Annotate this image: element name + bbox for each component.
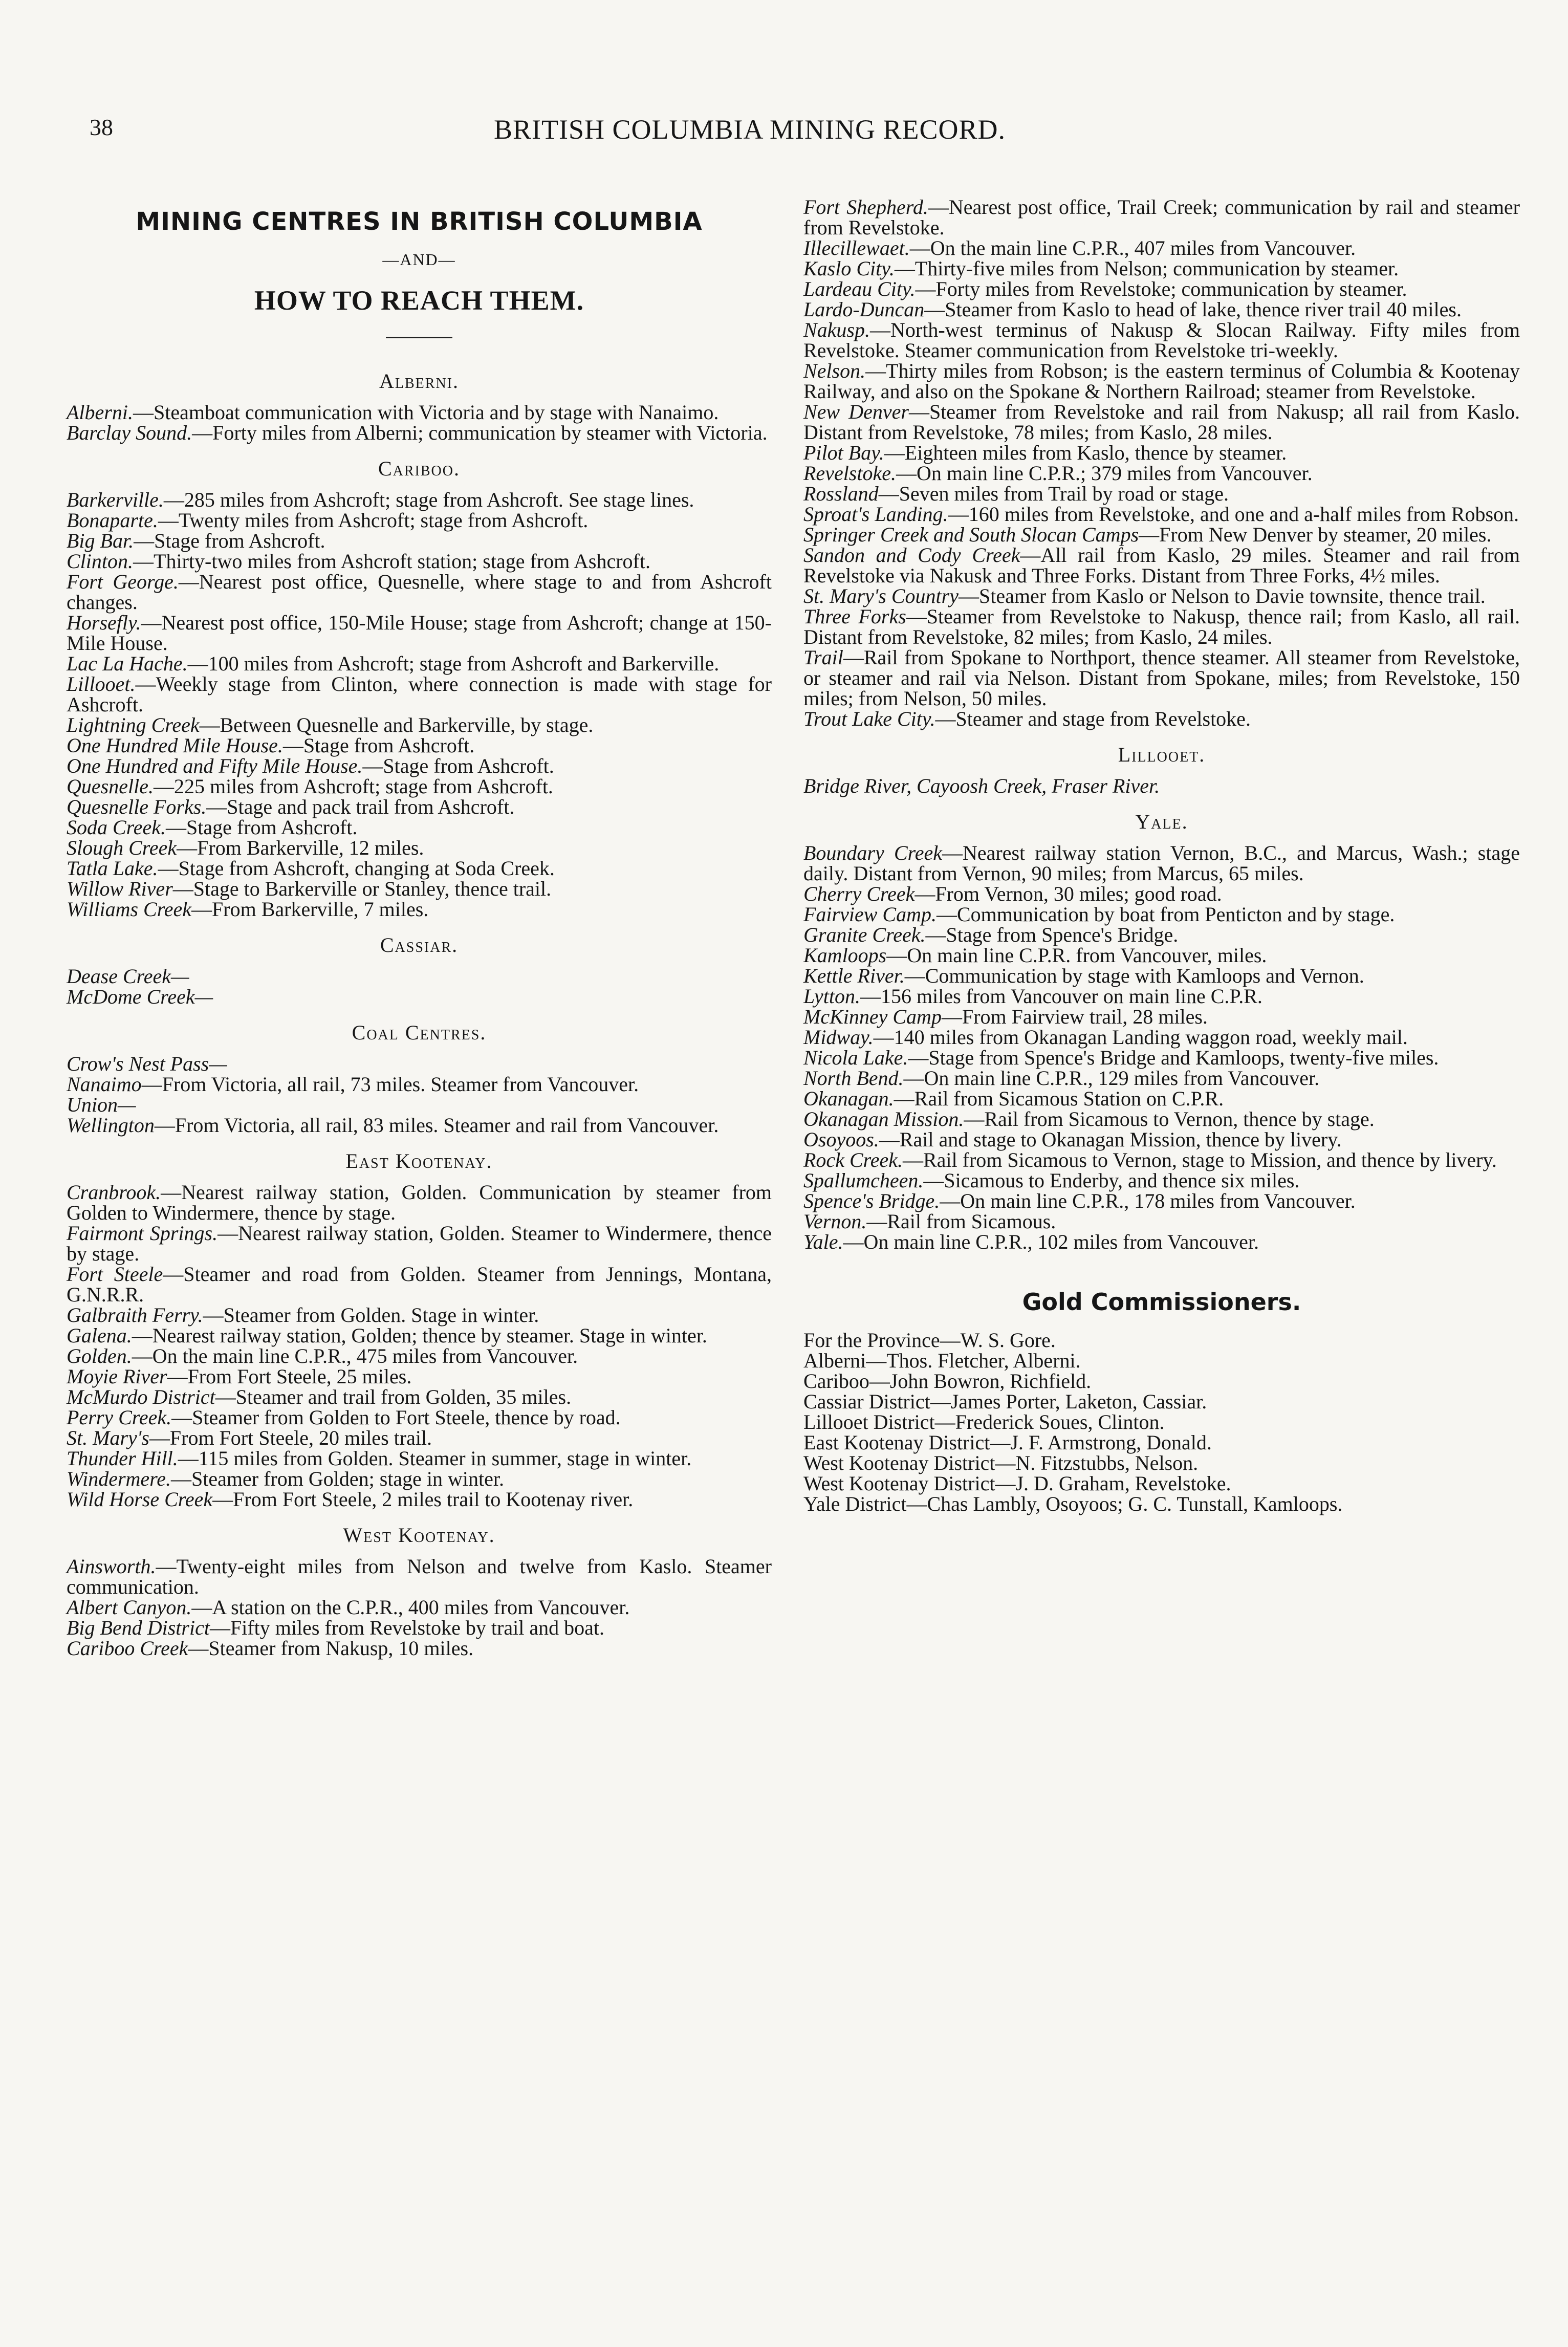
place-description: —Nearest railway station Vernon, B.C., and Marcus, Wash.; stage daily. Distant from Vernon, 90 miles; from Marcus, 65 miles.	[803, 841, 1520, 885]
place-entry	[803, 986, 1520, 1007]
place-entry	[803, 1089, 1520, 1109]
place-description: —Stage from Ashcroft.	[134, 529, 325, 552]
place-entry	[803, 299, 1520, 320]
place-entry	[67, 572, 772, 613]
place-entry	[803, 320, 1520, 361]
place-entry	[67, 402, 772, 423]
page-header	[90, 114, 1568, 155]
place-name: Revelstoke.	[803, 462, 896, 485]
place-name: McDome Creek—	[67, 985, 213, 1008]
place-name: One Hundred and Fifty Mile House.	[67, 754, 363, 777]
place-entry	[803, 966, 1520, 986]
place-name: Golden.	[67, 1344, 132, 1367]
place-entry	[67, 1556, 772, 1597]
place-description: —Rail from Sicamous to Vernon, stage to Mission, and thence by livery.	[902, 1148, 1497, 1171]
place-name: New Denver	[803, 400, 909, 423]
place-description: —140 miles from Okanagan Landing waggon road, weekly mail.	[873, 1026, 1408, 1049]
place-description: —160 miles from Revelstoke, and one and a-half miles from Robson.	[948, 503, 1519, 526]
place-entry	[803, 1170, 1520, 1191]
place-entry	[67, 613, 772, 654]
place-description: —On main line C.P.R.; 379 miles from Vancouver.	[896, 462, 1313, 485]
place-entry	[67, 797, 772, 817]
place-name: Cariboo Creek	[67, 1637, 188, 1660]
place-entry	[67, 1366, 772, 1387]
place-description: —On main line C.P.R., 102 miles from Vancouver.	[843, 1230, 1259, 1253]
place-description: —From New Denver by steamer, 20 miles.	[1139, 523, 1492, 546]
place-description: —Steamer and trail from Golden, 35 miles.	[215, 1385, 572, 1408]
place-description: —Nearest post office, Trail Creek; communication by rail and steamer from Revelstoke.	[803, 195, 1520, 239]
place-name: Lac La Hache.	[67, 652, 188, 675]
entry-list	[803, 776, 1520, 796]
place-name: Big Bend District	[67, 1616, 210, 1639]
place-description: —From Victoria, all rail, 83 miles. Steamer and rail from Vancouver.	[154, 1114, 719, 1137]
place-name: Kaslo City.	[803, 257, 895, 280]
place-entry	[67, 1054, 772, 1074]
place-entry	[67, 858, 772, 879]
place-name: Okanagan Mission.	[803, 1107, 964, 1131]
place-entry	[67, 654, 772, 674]
place-entry	[803, 279, 1520, 299]
place-entry	[803, 925, 1520, 945]
place-name: Bridge River, Cayoosh Creek, Fraser River.	[803, 774, 1160, 797]
place-description: —From Fort Steele, 2 miles trail to Kootenay river.	[212, 1488, 634, 1511]
place-entry	[67, 423, 772, 443]
place-name: Lillooet.	[67, 672, 136, 696]
place-description: —Nearest post office, 150-Mile House; stage from Ashcroft; change at 150-Mile House.	[67, 611, 772, 655]
place-entry	[67, 1325, 772, 1346]
commissioner-entry: Cariboo—John Bowron, Richfield.	[803, 1370, 1092, 1393]
place-name: Sproat's Landing.	[803, 503, 948, 526]
place-description: —Steamboat communication with Victoria and by stage with Nanaimo.	[133, 401, 719, 424]
place-name: Perry Creek.	[67, 1406, 172, 1429]
place-entry	[67, 1428, 772, 1448]
place-description: —Stage from Ashcroft.	[362, 754, 554, 777]
entry-list	[67, 1182, 772, 1510]
place-entry	[803, 484, 1520, 504]
place-name: Fort Steele	[67, 1263, 163, 1286]
place-name: Trail	[803, 646, 843, 669]
place-entry	[67, 899, 772, 920]
place-description: —North-west terminus of Nakusp & Slocan Railway. Fifty miles from Revelstoke. Steamer communication from Revelstoke tri-weekly.	[803, 318, 1520, 362]
place-entry	[67, 1115, 772, 1136]
title-rule	[386, 337, 452, 338]
place-entry	[67, 987, 772, 1007]
place-name: Lardeau City.	[803, 277, 916, 300]
place-name: Nelson.	[803, 359, 866, 382]
place-entry	[803, 258, 1520, 279]
place-entry	[803, 776, 1520, 796]
place-entry	[67, 1223, 772, 1264]
place-entry	[803, 945, 1520, 966]
place-name: Williams Creek	[67, 898, 192, 921]
place-description: —115 miles from Golden. Steamer in summer, stage in winter.	[178, 1447, 692, 1470]
place-name: Horsefly.	[67, 611, 141, 634]
commissioner-entry: East Kootenay District—J. F. Armstrong, Donald.	[803, 1431, 1212, 1454]
place-entry	[803, 361, 1520, 402]
place-description: —Stage from Ashcroft.	[166, 816, 358, 839]
place-name: Union—	[67, 1093, 136, 1116]
place-description: —A station on the C.P.R., 400 miles from Vancouver.	[191, 1596, 630, 1619]
place-description: —Steamer from Nakusp, 10 miles.	[188, 1637, 474, 1660]
place-entry	[67, 879, 772, 899]
place-name: Illecillewaet.	[803, 236, 910, 259]
place-description: —Thirty-five miles from Nelson; communication by steamer.	[894, 257, 1399, 280]
place-entry	[67, 1448, 772, 1469]
place-description: —Between Quesnelle and Barkerville, by stage.	[199, 713, 594, 736]
place-name: Cherry Creek	[803, 882, 915, 905]
place-description: —225 miles from Ashcroft; stage from Ashcroft.	[153, 775, 553, 798]
place-name: Galbraith Ferry.	[67, 1303, 203, 1327]
place-entry	[803, 525, 1520, 545]
section-heading: Alberni.	[379, 370, 459, 393]
place-description: —Forty miles from Revelstoke; communication by steamer.	[915, 277, 1407, 300]
place-entry	[67, 1095, 772, 1115]
place-entry	[803, 586, 1520, 606]
place-entry	[67, 776, 772, 797]
place-description: —100 miles from Ashcroft; stage from Ashcroft and Barkerville.	[187, 652, 720, 675]
place-name: Nicola Lake.	[803, 1046, 908, 1069]
place-description: —Steamer and road from Golden. Steamer from Jennings, Montana, G.N.R.R.	[67, 1263, 772, 1306]
place-name: Soda Creek.	[67, 816, 166, 839]
place-description: —Communication by stage with Kamloops and Vernon.	[904, 964, 1364, 987]
place-name: Spence's Bridge.	[803, 1189, 940, 1212]
place-entry	[803, 1129, 1520, 1150]
place-entry	[803, 904, 1520, 925]
place-name: North Bend.	[803, 1067, 904, 1090]
commissioner-entry: Lillooet District—Frederick Soues, Clinton.	[803, 1410, 1165, 1433]
place-entry	[803, 1048, 1520, 1068]
place-name: McKinney Camp	[803, 1005, 942, 1028]
place-entry	[67, 735, 772, 756]
place-entry	[67, 966, 772, 987]
place-entry	[803, 197, 1520, 238]
place-entry	[803, 238, 1520, 258]
place-entry	[803, 463, 1520, 484]
commissioner-entry: For the Province—W. S. Gore.	[803, 1329, 1056, 1352]
place-name: Vernon.	[803, 1210, 867, 1233]
place-description: —Stage from Ashcroft.	[282, 734, 475, 757]
place-name: Barclay Sound.	[67, 421, 192, 444]
place-name: Fairmont Springs.	[67, 1222, 218, 1245]
place-name: Albert Canyon.	[67, 1596, 192, 1619]
place-entry	[803, 402, 1520, 443]
place-entry	[67, 756, 772, 776]
page-number: 38	[90, 114, 113, 140]
place-entry	[67, 490, 772, 510]
place-description: —Steamer from Golden; stage in winter.	[171, 1467, 504, 1490]
place-description: —On main line C.P.R. from Vancouver, miles.	[886, 944, 1267, 967]
place-name: Wellington	[67, 1114, 155, 1137]
place-description: —From Fairview trail, 28 miles.	[941, 1005, 1208, 1028]
place-entry	[803, 545, 1520, 586]
place-name: Granite Creek.	[803, 923, 926, 946]
place-name: Rock Creek.	[803, 1148, 903, 1171]
place-name: Spallumcheen.	[803, 1169, 924, 1192]
place-description: —Thirty miles from Robson; is the eastern terminus of Columbia & Kootenay Railway, and also on the Spokane & Northern Railroad; steamer from Revelstoke.	[803, 359, 1520, 403]
section-heading: West Kootenay.	[343, 1524, 495, 1547]
place-entry	[803, 647, 1520, 709]
place-name: Three Forks	[803, 605, 906, 628]
place-description: —From Fort Steele, 20 miles trail.	[149, 1426, 432, 1449]
entry-list	[803, 197, 1520, 729]
left-sections	[67, 369, 772, 1659]
place-name: Osoyoos.	[803, 1128, 879, 1151]
entry-list	[67, 490, 772, 920]
place-description: —Steamer from Golden to Fort Steele, thence by road.	[171, 1406, 621, 1429]
place-name: Sandon and Cody Creek	[803, 544, 1020, 567]
place-name: Nakusp.	[803, 318, 870, 341]
place-entry	[67, 1489, 772, 1510]
place-description: —285 miles from Ashcroft; stage from Ashcroft. See stage lines.	[163, 488, 694, 511]
place-description: —Nearest railway station, Golden. Steamer to Windermere, thence by stage.	[67, 1222, 772, 1265]
place-entry	[803, 1068, 1520, 1089]
place-entry	[67, 817, 772, 838]
section-heading: Yale.	[1135, 810, 1188, 833]
place-name: Fort George.	[67, 570, 179, 593]
entry-list	[67, 402, 772, 443]
place-entry	[67, 674, 772, 715]
place-description: —Seven miles from Trail by road or stage.	[878, 482, 1229, 505]
section-heading: Cariboo.	[378, 457, 461, 480]
place-description: —Stage from Ashcroft, changing at Soda Creek.	[158, 857, 555, 880]
place-description: —On the main line C.P.R., 475 miles from Vancouver.	[132, 1344, 578, 1367]
place-description: —Communication by boat from Penticton and by stage.	[936, 903, 1395, 926]
place-name: Trout Lake City.	[803, 707, 935, 730]
place-entry	[803, 843, 1520, 884]
place-entry	[67, 1638, 772, 1659]
section-heading: Lillooet.	[1118, 743, 1206, 766]
place-name: Lardo-Duncan	[803, 298, 925, 321]
place-name: Thunder Hill.	[67, 1447, 178, 1470]
place-description: —On main line C.P.R., 178 miles from Vancouver.	[940, 1189, 1356, 1212]
place-name: Galena.	[67, 1324, 132, 1347]
place-entry	[803, 606, 1520, 647]
place-name: Kamloops	[803, 944, 887, 967]
place-description: —Rail and stage to Okanagan Mission, thence by livery.	[879, 1128, 1342, 1151]
place-entry	[67, 1305, 772, 1325]
place-name: One Hundred Mile House.	[67, 734, 283, 757]
place-name: Tatla Lake.	[67, 857, 158, 880]
place-entry	[67, 1618, 772, 1638]
place-description: —Steamer from Kaslo or Nelson to Davie townsite, thence trail.	[959, 584, 1486, 607]
entry-list	[67, 1556, 772, 1659]
place-name: Moyie River	[67, 1365, 167, 1388]
place-description: —From Barkerville, 12 miles.	[177, 836, 424, 859]
place-entry	[803, 504, 1520, 525]
commissioner-entry: Alberni—Thos. Fletcher, Alberni.	[803, 1349, 1081, 1372]
place-description: —All rail from Kaslo, 29 miles. Steamer and rail from Revelstoke via Nakusk and Three Forks. Distant from Three Forks, 4½ miles.	[803, 544, 1520, 587]
place-name: Yale.	[803, 1230, 843, 1253]
place-description: —Fifty miles from Revelstoke by trail and boat.	[209, 1616, 604, 1639]
place-name: Willow River	[67, 877, 173, 900]
place-description: —Rail from Sicamous.	[866, 1210, 1056, 1233]
place-description: —Steamer from Revelstoke and rail from Nakusp; all rail from Kaslo. Distant from Revelstoke, 78 miles; from Kaslo, 28 miles.	[803, 400, 1520, 444]
place-name: Ainsworth.	[67, 1555, 156, 1578]
entry-list	[67, 966, 772, 1007]
place-name: Lightning Creek	[67, 713, 200, 736]
place-name: St. Mary's	[67, 1426, 149, 1449]
place-entry	[67, 1182, 772, 1223]
place-name: Kettle River.	[803, 964, 905, 987]
place-entry	[803, 1027, 1520, 1048]
commissioner-entry: Cassiar District—James Porter, Laketon, Cassiar.	[803, 1390, 1207, 1413]
place-name: St. Mary's Country	[803, 584, 959, 607]
commissioner-entry: Yale District—Chas Lambly, Osoyoos; G. C. Tunstall, Kamloops.	[803, 1492, 1343, 1515]
and-line: —AND—	[382, 250, 456, 269]
place-name: Fairview Camp.	[803, 903, 937, 926]
place-entry	[67, 510, 772, 531]
place-description: —Sicamous to Enderby, and thence six miles.	[923, 1169, 1300, 1192]
place-entry	[803, 1150, 1520, 1170]
place-name: Quesnelle Forks.	[67, 795, 207, 818]
place-description: —Stage from Spence's Bridge and Kamloops, twenty-five miles.	[908, 1046, 1439, 1069]
place-entry	[67, 531, 772, 551]
place-name: Okanagan.	[803, 1087, 894, 1110]
place-name: Dease Creek—	[67, 965, 189, 988]
place-description: —Stage from Spence's Bridge.	[925, 923, 1179, 946]
place-description: —Rail from Spokane to Northport, thence steamer. All steamer from Revelstoke, or steamer and rail via Nelson. Distant from Spokane, miles; from Revelstoke, 150 miles; from Nelson, 50 miles.	[803, 646, 1520, 710]
place-entry	[803, 1007, 1520, 1027]
place-name: Slough Creek	[67, 836, 177, 859]
place-description: —Nearest railway station, Golden. Communication by steamer from Golden to Windermere, thence by stage.	[67, 1181, 772, 1224]
place-entry	[803, 443, 1520, 463]
right-column	[803, 197, 1520, 1514]
place-entry	[803, 884, 1520, 904]
place-description: —Stage to Barkerville or Stanley, thence trail.	[172, 877, 552, 900]
place-name: Windermere.	[67, 1467, 171, 1490]
place-name: Wild Horse Creek	[67, 1488, 213, 1511]
place-description: —Rail from Sicamous Station on C.P.R.	[894, 1087, 1224, 1110]
place-name: Rossland	[803, 482, 879, 505]
place-entry	[67, 1346, 772, 1366]
place-description: —156 miles from Vancouver on main line C.P.R.	[860, 985, 1262, 1008]
place-description: —Twenty miles from Ashcroft; stage from Ashcroft.	[158, 509, 589, 532]
place-entry	[803, 1232, 1520, 1252]
section-heading: Cassiar.	[380, 933, 459, 957]
right-sections	[803, 197, 1520, 1252]
commissioner-entry: West Kootenay District—J. D. Graham, Revelstoke.	[803, 1472, 1231, 1495]
place-name: Nanaimo	[67, 1073, 142, 1096]
place-entry	[803, 1109, 1520, 1129]
place-name: McMurdo District	[67, 1385, 215, 1408]
place-name: Crow's Nest Pass—	[67, 1052, 227, 1075]
place-description: —Steamer and stage from Revelstoke.	[935, 707, 1251, 730]
place-name: Barkerville.	[67, 488, 164, 511]
place-name: Pilot Bay.	[803, 441, 884, 464]
place-description: —Nearest railway station, Golden; thence by steamer. Stage in winter.	[132, 1324, 707, 1347]
place-description: —Steamer from Revelstoke to Nakusp, thence rail; from Kaslo, all rail. Distant from Revelstoke, 82 miles; from Kaslo, 24 miles.	[803, 605, 1520, 648]
article-title: MINING CENTRES IN BRITISH COLUMBIA	[136, 207, 703, 236]
place-entry	[67, 838, 772, 858]
place-description: —Steamer from Golden. Stage in winter.	[203, 1303, 539, 1327]
place-name: Boundary Creek	[803, 841, 943, 864]
place-entry	[803, 1211, 1520, 1232]
gold-commissioners-title: Gold Commissioners.	[1022, 1288, 1301, 1316]
place-name: Clinton.	[67, 550, 134, 573]
place-entry	[67, 1597, 772, 1618]
place-description: —From Victoria, all rail, 73 miles. Steamer from Vancouver.	[141, 1073, 639, 1096]
place-name: Springer Creek and South Slocan Camps	[803, 523, 1139, 546]
commissioner-entry: West Kootenay District—N. Fitzstubbs, Nelson.	[803, 1451, 1199, 1474]
place-entry	[67, 1407, 772, 1428]
place-name: Lytton.	[803, 985, 861, 1008]
entry-list	[67, 1054, 772, 1136]
place-name: Midway.	[803, 1026, 874, 1049]
place-description: —From Barkerville, 7 miles.	[191, 898, 429, 921]
place-description: —Twenty-eight miles from Nelson and twelve from Kaslo. Steamer communication.	[67, 1555, 772, 1598]
place-entry	[803, 709, 1520, 729]
place-name: Fort Shepherd.	[803, 195, 928, 219]
place-description: —Eighteen miles from Kaslo, thence by steamer.	[884, 441, 1287, 464]
place-name: Bonaparte.	[67, 509, 158, 532]
place-name: Cranbrook.	[67, 1181, 161, 1204]
place-description: —Rail from Sicamous to Vernon, thence by stage.	[964, 1107, 1375, 1131]
place-description: —On the main line C.P.R., 407 miles from Vancouver.	[909, 236, 1356, 259]
article-subtitle: HOW TO REACH THEM.	[254, 285, 584, 316]
place-entry	[67, 551, 772, 572]
place-entry	[67, 1469, 772, 1489]
place-description: —Forty miles from Alberni; communication by steamer with Victoria.	[192, 421, 768, 444]
section-heading: Coal Centres.	[352, 1021, 487, 1044]
place-name: Quesnelle.	[67, 775, 154, 798]
place-description: —From Fort Steele, 25 miles.	[167, 1365, 412, 1388]
place-entry	[67, 1264, 772, 1305]
running-title: BRITISH COLUMBIA MINING RECORD.	[494, 114, 1006, 145]
place-entry	[67, 715, 772, 735]
gold-commissioners-list	[803, 1330, 1520, 1514]
section-heading: East Kootenay.	[345, 1149, 493, 1172]
place-description: —Steamer from Kaslo to head of lake, thence river trail 40 miles.	[924, 298, 1462, 321]
place-name: Alberni.	[67, 401, 133, 424]
place-description: —Stage and pack trail from Ashcroft.	[206, 795, 515, 818]
place-description: —From Vernon, 30 miles; good road.	[914, 882, 1222, 905]
place-entry	[67, 1387, 772, 1407]
place-name: Big Bar.	[67, 529, 134, 552]
place-description: —Nearest post office, Quesnelle, where stage to and from Ashcroft changes.	[67, 570, 772, 614]
place-description: —On main line C.P.R., 129 miles from Vancouver.	[903, 1067, 1320, 1090]
place-entry	[803, 1191, 1520, 1211]
entry-list	[803, 843, 1520, 1252]
place-description: —Thirty-two miles from Ashcroft station; stage from Ashcroft.	[133, 550, 650, 573]
left-column	[67, 197, 772, 1659]
place-description: —Weekly stage from Clinton, where connection is made with stage for Ashcroft.	[67, 672, 772, 716]
place-entry	[67, 1074, 772, 1095]
